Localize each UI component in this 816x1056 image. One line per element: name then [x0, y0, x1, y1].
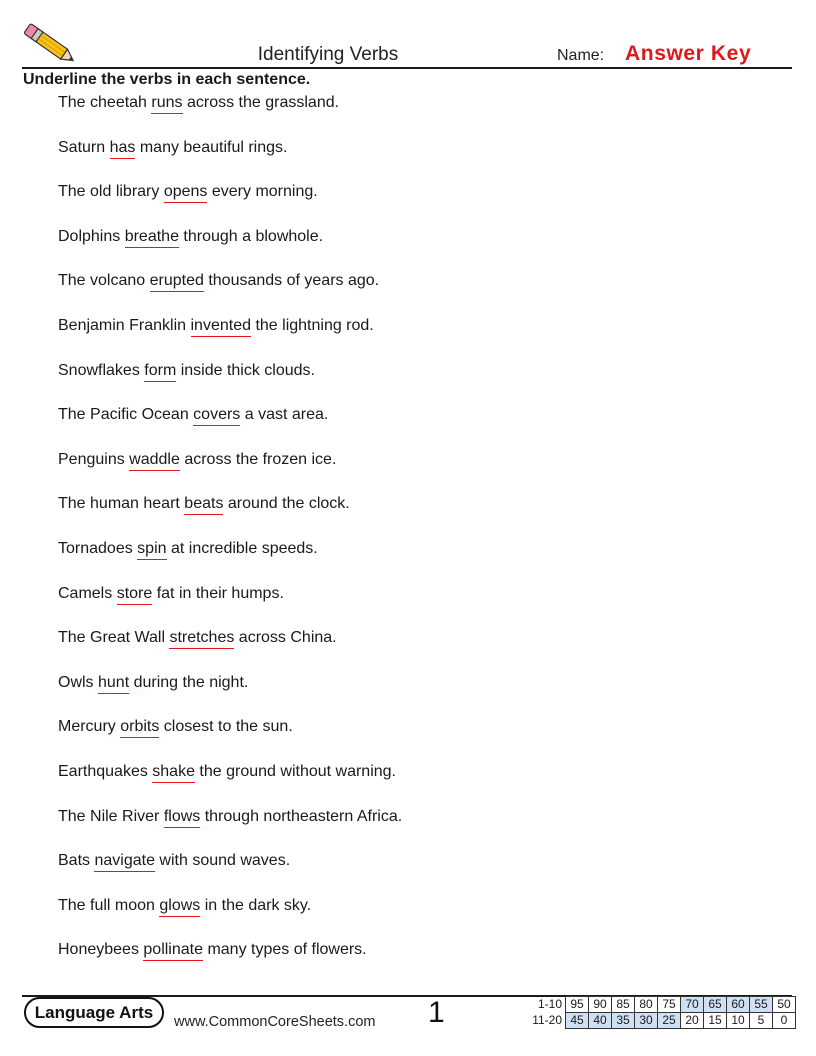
underlined-verb: pollinate	[143, 941, 203, 961]
score-cell: 25	[658, 1013, 681, 1029]
score-cell: 20	[681, 1013, 704, 1029]
sentence-start: Honeybees	[58, 941, 144, 959]
sentence-start: Earthquakes	[58, 763, 153, 780]
question-sentence	[58, 579, 284, 609]
sentence-end: many types of flowers.	[203, 941, 367, 959]
question-sentence	[58, 668, 248, 698]
sentence-start: Bats	[58, 852, 95, 870]
sentence-start: The full moon	[58, 896, 160, 914]
question-sentence	[58, 133, 287, 163]
sentence-end: during the night.	[129, 673, 249, 691]
question-sentence	[58, 489, 350, 519]
sentence-end: with sound waves.	[154, 852, 291, 870]
sentence-start: Saturn	[58, 138, 110, 156]
sentence-start: Mercury	[58, 718, 121, 736]
score-cell: 65	[704, 997, 727, 1013]
score-row	[520, 997, 796, 1013]
sentence-start: Camels	[58, 584, 117, 602]
underlined-verb: invented	[191, 317, 252, 337]
sentence-start: The old library	[58, 183, 164, 201]
sentence-end: a vast area.	[240, 406, 329, 424]
question-sentence	[58, 891, 311, 921]
sentence-start: The Pacific Ocean	[58, 406, 194, 424]
underlined-verb: erupted	[150, 272, 204, 292]
question-sentence	[58, 222, 323, 252]
worksheet-title: Identifying Verbs	[257, 44, 399, 65]
instructions: Underline the verbs in each sentence.	[23, 71, 311, 88]
sentence-end: in the dark sky.	[200, 896, 312, 914]
sentence-end: inside thick clouds.	[176, 361, 315, 379]
sentence-end: many beautiful rings.	[135, 138, 288, 156]
score-cell: 85	[612, 997, 635, 1013]
sentence-end: thousands of years ago.	[203, 272, 380, 290]
score-table	[520, 996, 796, 1029]
score-cell: 35	[612, 1013, 635, 1029]
score-cell: 10	[727, 1013, 750, 1029]
page-number: 1	[428, 996, 445, 1029]
sentence-end: fat in their humps.	[152, 584, 284, 602]
language-arts-badge: Language Arts	[24, 997, 164, 1028]
sentence-end: closest to the sun.	[159, 718, 293, 736]
answer-key-label: Answer Key	[625, 42, 752, 65]
score-cell: 45	[566, 1013, 589, 1029]
question-sentence	[58, 356, 315, 386]
underlined-verb: spin	[137, 540, 166, 560]
sentence-start: Dolphins	[58, 227, 125, 245]
underlined-verb: flows	[164, 808, 200, 828]
question-sentence	[58, 445, 336, 475]
score-row-label: 1-10	[537, 997, 562, 1011]
site-url: www.CommonCoreSheets.com	[174, 1014, 376, 1030]
name-label: Name:	[557, 47, 605, 64]
question-sentence	[58, 311, 374, 341]
underlined-verb: breathe	[125, 228, 179, 248]
sentence-end: across China.	[234, 629, 337, 647]
question-sentence	[58, 177, 318, 207]
score-cell: 90	[589, 997, 612, 1013]
underlined-verb: has	[110, 139, 136, 159]
question-sentence	[58, 757, 396, 787]
sentence-end: the ground without warning.	[194, 763, 396, 780]
underlined-verb: shake	[152, 763, 195, 783]
sentence-end: around the clock.	[223, 495, 350, 513]
underlined-verb: beats	[184, 495, 223, 515]
score-cell: 15	[704, 1013, 727, 1029]
question-sentence	[58, 88, 339, 118]
sentence-end: across the grassland.	[182, 94, 340, 111]
score-cell: 50	[773, 997, 796, 1013]
score-cell: 95	[566, 997, 589, 1013]
underlined-verb: opens	[164, 183, 208, 203]
score-cell: 70	[681, 997, 704, 1013]
sentence-end: the lightning rod.	[251, 317, 374, 334]
score-cell: 75	[658, 997, 681, 1013]
score-row-label: 11-20	[532, 1013, 562, 1027]
underlined-verb: stretches	[169, 629, 234, 649]
sentence-start: The cheetah	[58, 94, 152, 111]
underlined-verb: form	[144, 362, 176, 382]
sentence-start: The Great Wall	[58, 629, 170, 647]
question-sentence	[58, 534, 318, 564]
question-sentence	[58, 846, 290, 876]
sentence-start: The volcano	[58, 272, 150, 290]
sentence-start: Snowflakes	[58, 361, 145, 379]
sentence-end: across the frozen ice.	[179, 450, 337, 468]
sentence-end: through northeastern Africa.	[200, 807, 403, 825]
underlined-verb: store	[117, 585, 153, 605]
question-sentence	[58, 266, 379, 296]
underlined-verb: waddle	[129, 451, 180, 471]
underlined-verb: runs	[151, 94, 182, 114]
question-sentence	[58, 935, 367, 965]
question-sentence	[58, 623, 337, 653]
question-sentence	[58, 802, 402, 832]
sentence-start: Penguins	[58, 450, 130, 468]
underlined-verb: orbits	[120, 718, 159, 738]
sentence-start: The human heart	[58, 495, 185, 513]
score-cell: 30	[635, 1013, 658, 1029]
score-row	[520, 1013, 796, 1029]
sentence-end: at incredible speeds.	[166, 540, 318, 557]
sentence-end: every morning.	[207, 183, 318, 201]
sentence-end: through a blowhole.	[178, 227, 324, 245]
underlined-verb: glows	[159, 897, 200, 917]
underlined-verb: navigate	[94, 852, 155, 872]
score-cell: 55	[750, 997, 773, 1013]
score-cell: 40	[589, 1013, 612, 1029]
sentence-start: Owls	[58, 673, 98, 691]
sentence-start: The Nile River	[58, 807, 164, 825]
score-cell: 80	[635, 997, 658, 1013]
score-cell: 60	[727, 997, 750, 1013]
sentence-start: Benjamin Franklin	[58, 317, 191, 334]
underlined-verb: hunt	[98, 674, 129, 694]
header-divider	[22, 67, 792, 69]
underlined-verb: covers	[193, 406, 240, 426]
score-cell: 0	[773, 1013, 796, 1029]
question-sentence	[58, 400, 328, 430]
score-cell: 5	[750, 1013, 773, 1029]
sentence-start: Tornadoes	[58, 540, 138, 557]
question-sentence	[58, 712, 293, 742]
